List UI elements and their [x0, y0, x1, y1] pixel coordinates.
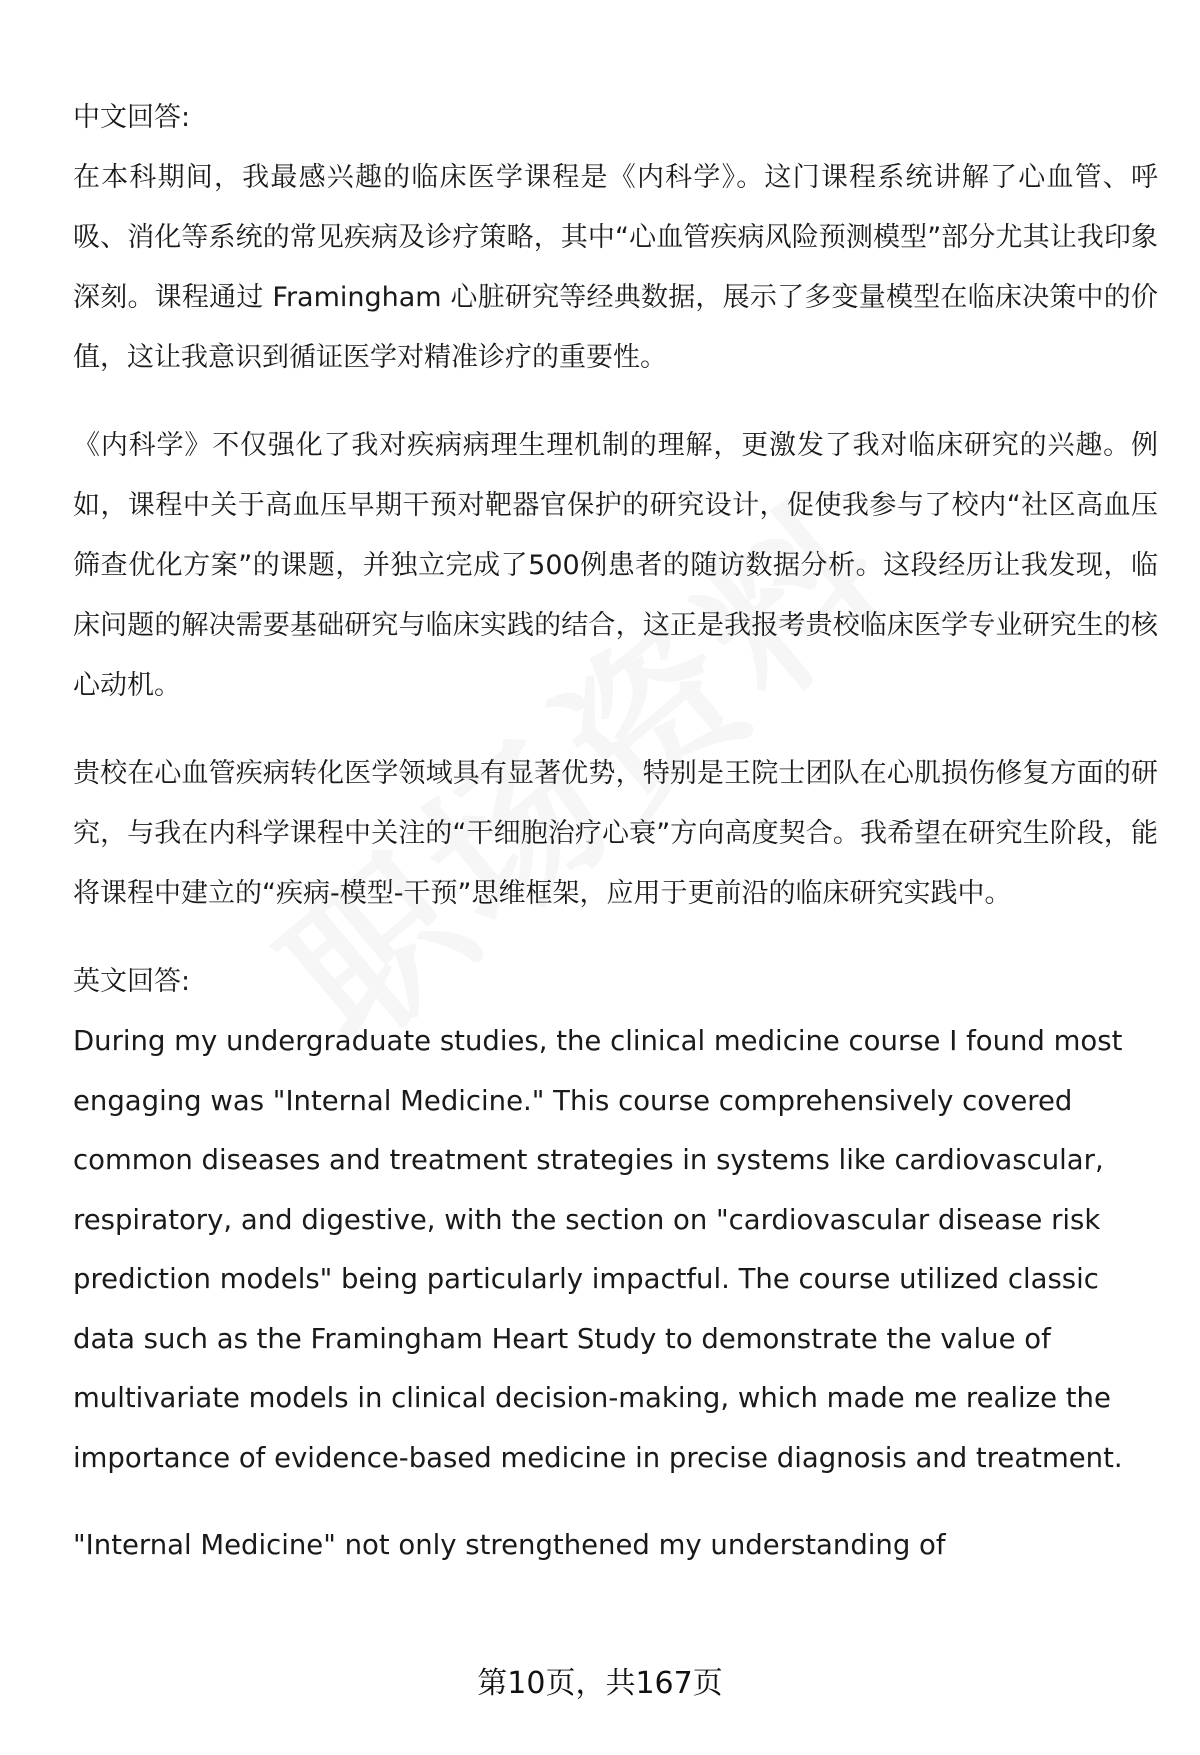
chinese-paragraph-2: 《内科学》不仅强化了我对疾病病理生理机制的理解，更激发了我对临床研究的兴趣。例如，课程中关于高血压早期干预对靶器官保护的研究设计，促使我参与了校内“社区高血压筛查优化方案”的课题，并独立完成了500例患者的随访数据分析。这段经历让我发现，临床问题的解决需要基础研究与临床实践的结合，这正是我报考贵校临床医学专业研究生的核心动机。: [73, 430, 1158, 701]
english-paragraph-1: During my undergraduate studies, the clinical medicine course I found most engaging was "Internal Medicine." This course comprehensively covered common diseases and treatment strategies in systems like cardiovascular, respiratory, and digestive, with the section on "cardiovascular disease risk prediction models" being particularly impactful. The course utilized classic data such as the Framingham Heart Study to demonstrate the value of multivariate models in clinical decision-making, which made me realize the importance of evidence-based medicine in precise diagnosis and treatment.: [73, 1025, 1123, 1474]
english-paragraph-2: "Internal Medicine" not only strengthened my understanding of: [73, 1529, 946, 1561]
document-body: [73, 88, 1158, 1604]
page-number: 第10页，共167页: [477, 1666, 723, 1701]
chinese-paragraph-1: 在本科期间，我最感兴趣的临床医学课程是《内科学》。这门课程系统讲解了心血管、呼吸、消化等系统的常见疾病及诊疗策略，其中“心血管疾病风险预测模型”部分尤其让我印象深刻。课程通过 Framingham 心脏研究等经典数据，展示了多变量模型在临床决策中的价值，这让我意识到循证医学对精准诊疗的重要性。: [73, 162, 1158, 373]
english-answer-label: 英文回答:: [73, 966, 191, 997]
chinese-paragraph-3: 贵校在心血管疾病转化医学领域具有显著优势，特别是王院士团队在心肌损伤修复方面的研究，与我在内科学课程中关注的“干细胞治疗心衰”方向高度契合。我希望在研究生阶段，能将课程中建立的“疾病-模型-干预”思维框架，应用于更前沿的临床研究实践中。: [73, 758, 1158, 909]
chinese-answer-label: 中文回答:: [73, 102, 191, 133]
